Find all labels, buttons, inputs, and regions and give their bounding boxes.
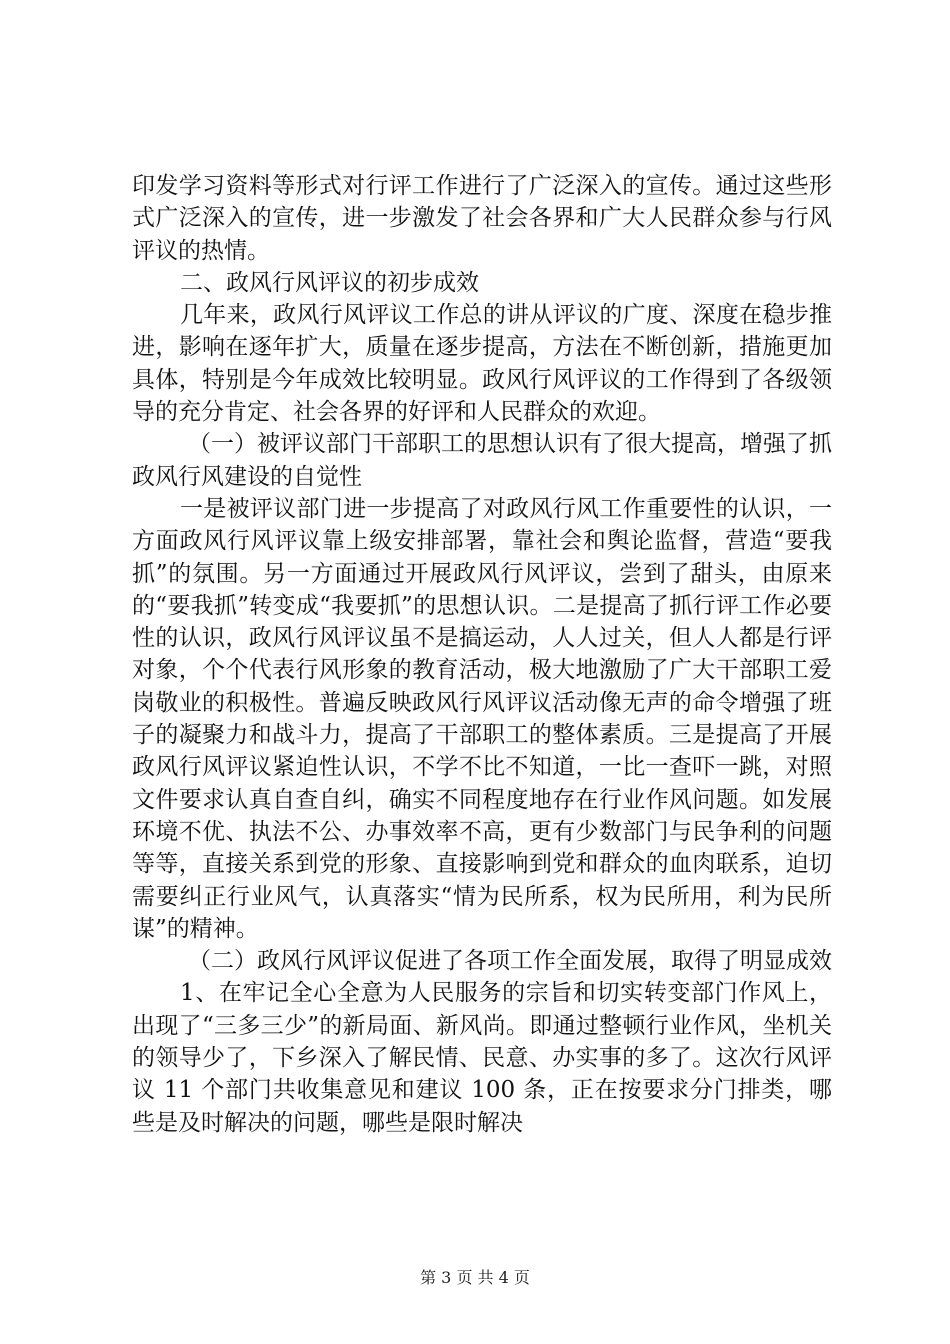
document-body xyxy=(132,170,832,1139)
paragraph-overview: 几年来，政风行风评议工作总的讲从评议的广度、深度在稳步推进，影响在逐年扩大，质量在逐步提高，方法在不断创新，措施更加具体，特别是今年成效比较明显。政风行风评议的工作得到了各级领导的充分肯定、社会各界的好评和人民群众的欢迎。 xyxy=(132,302,832,426)
subheading-work-progress: （二）政风行风评议促进了各项工作全面发展，取得了明显成效 xyxy=(188,948,832,975)
subheading-awareness-improved: （一）被评议部门干部职工的思想认识有了很大提高，增强了抓政风行风建设的自觉性 xyxy=(132,431,832,490)
paragraph-awareness-details: 一是被评议部门进一步提高了对政风行风工作重要性的认识，一方面政风行风评议靠上级安排部署，靠社会和舆论监督，营造“要我抓”的氛围。另一方面通过开展政风行风评议，尝到了甜头，由原来的“要我抓”转变成“我要抓”的思想认识。二是提高了抓行评工作必要性的认识，政风行风评议虽不是搞运动，人人过关，但人人都是行评对象，个个代表行风形象的教育活动，极大地激励了广大干部职工爱岗敬业的积极性。普遍反映政风行风评议活动像无声的命令增强了班子的凝聚力和战斗力，提高了干部职工的整体素质。三是提高了开展政风行风评议紧迫性认识，不学不比不知道，一比一查吓一跳，对照文件要求认真自查自纠，确实不同程度地存在行业作风问题。如发展环境不优、执法不公、办事效率不高，更有少数部门与民争利的问题等等，直接关系到党的形象、直接影响到党和群众的血肉联系，迫切需要纠正行业风气，认真落实“情为民所系，权为民所用，利为民所谋”的精神。 xyxy=(132,495,832,942)
paragraph-publicity-conclusion: 印发学习资料等形式对行评工作进行了广泛深入的宣传。通过这些形式广泛深入的宣传，进一步激发了社会各界和广大人民群众参与行风评议的热情。 xyxy=(132,173,832,264)
paragraph-three-more-three-less: 1、在牢记全心全意为人民服务的宗旨和切实转变部门作风上，出现了“三多三少”的新局面、新风尚。即通过整顿行业作风，坐机关的领导少了，下乡深入了解民情、民意、办实事的多了。这次行风评议 11 个部门共收集意见和建议 100 条，正在按要求分门排类，哪些是及时解决的问题，哪些是限时解决 xyxy=(132,980,832,1136)
section-heading-initial-results: 二、政风行风评议的初步成效 xyxy=(180,269,479,296)
page-footer: 第 3 页 共 4 页 xyxy=(420,1268,530,1287)
